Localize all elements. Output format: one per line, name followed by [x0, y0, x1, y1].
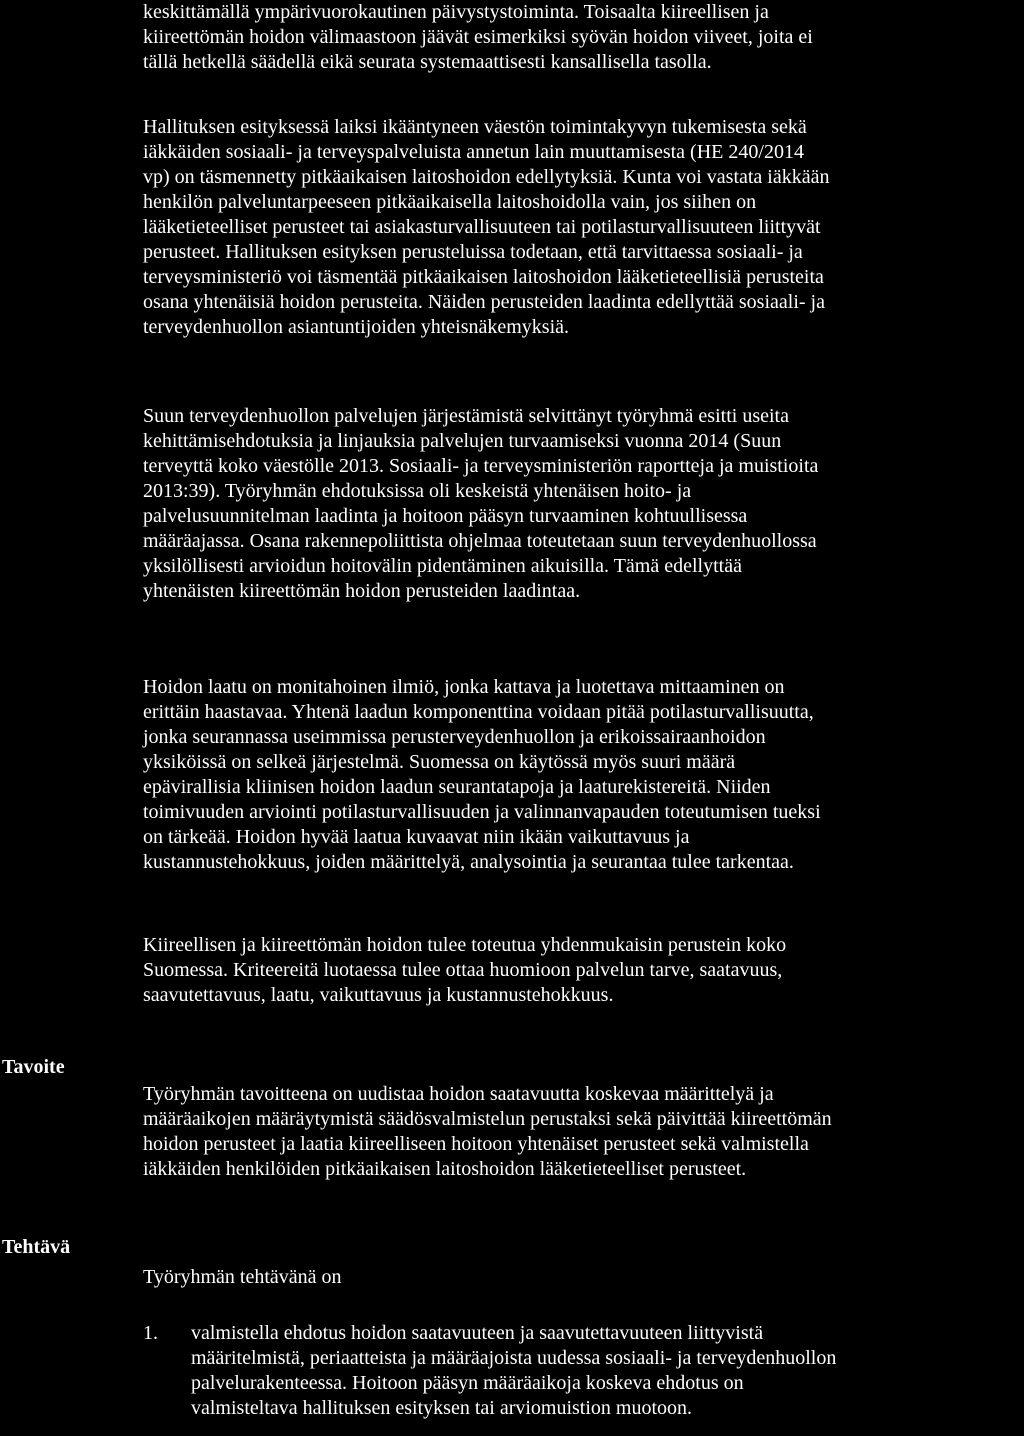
text-line: henkilön palveluntarpeeseen pitkäaikaisella laitoshoidolla vain, jos siihen on — [143, 191, 757, 213]
section-heading-tavoite: Tavoite — [2, 1056, 65, 1078]
text-line: Hoidon laatu on monitahoinen ilmiö, jonka kattava ja luotettava mittaaminen on — [143, 676, 785, 698]
text-line: Suun terveydenhuollon palvelujen järjestämistä selvittänyt työryhmä esitti useita — [143, 405, 789, 427]
text-line: Työryhmän tavoitteena on uudistaa hoidon saatavuutta koskevaa määrittelyä ja — [143, 1083, 774, 1105]
text-line: Suomessa. Kriteereitä luotaessa tulee ottaa huomioon palvelun tarve, saatavuus, — [143, 959, 783, 981]
paragraph-daytime-care — [143, 0, 1023, 75]
list-number: 1. — [143, 1322, 158, 1344]
text-line: toimivuuden arviointi potilasturvallisuuden ja valinnanvapauden toteutumisen tueksi — [143, 801, 821, 823]
text-line: palvelusuunnitelman laadinta ja hoitoon pääsyn turvaaminen kohtuullisessa — [143, 505, 748, 527]
text-line: määritelmistä, periaatteista ja määräajoista uudessa sosiaali- ja terveydenhuollon — [191, 1347, 837, 1369]
text-line: iäkkäiden henkilöiden pitkäaikaisen laitoshoidon lääketieteelliset perusteet. — [143, 1158, 747, 1180]
text-line: perusteet. Hallituksen esityksen perusteluissa todetaan, että tarvittaessa sosiaali- ja — [143, 241, 803, 263]
text-line: määräajassa. Osana rakennepoliittista ohjelmaa toteutetaan suun terveydenhuollossa — [143, 530, 817, 552]
text-line: vp) on täsmennetty pitkäaikaisen laitoshoidon edellytyksiä. Kunta voi vastata iäkkään — [143, 166, 830, 188]
text-line: palvelurakenteessa. Hoitoon pääsyn määräaikoja koskeva ehdotus on — [191, 1372, 744, 1394]
paragraph-uniform-criteria — [143, 933, 1023, 1008]
text-line: saavutettavuus, laatu, vaikuttavuus ja kustannustehokkuus. — [143, 984, 614, 1006]
paragraph-oral-health — [143, 404, 1023, 604]
text-line: epävirallisia kliinisen hoidon laadun seurantatapoja ja laaturekistereitä. Niiden — [143, 776, 771, 798]
text-line: valmisteltava hallituksen esityksen tai arviomuistion muotoon. — [191, 1397, 693, 1419]
text-line: valmistella ehdotus hoidon saatavuuteen ja saavutettavuuteen liittyvistä — [191, 1322, 764, 1344]
text-line: keskittämällä ympärivuorokautinen päivystystoiminta. Toisaalta kiireellisen ja — [143, 1, 769, 23]
text-line: kustannustehokkuus, joiden määrittelyä, analysointia ja seurantaa tulee tarkentaa. — [143, 851, 794, 873]
paragraph-care-quality — [143, 675, 1023, 875]
text-line: yhtenäisten kiireettömän hoidon perusteiden laadintaa. — [143, 580, 581, 602]
paragraph-tavoite — [143, 1082, 1023, 1182]
text-line: erittäin haastavaa. Yhtenä laadun komponenttina voidaan pitää potilasturvallisuutta, — [143, 701, 814, 723]
text-line: iäkkäiden sosiaali- ja terveyspalveluista annetun lain muuttamisesta (HE 240/2014 — [143, 141, 804, 163]
text-line: tällä hetkellä säädellä eikä seurata systemaattisesti kansallisella tasolla. — [143, 51, 712, 73]
text-line: Työryhmän tehtävänä on — [143, 1266, 342, 1288]
text-line: yksilöllisesti arvioidun hoitovälin pidentäminen aikuisilla. Tämä edellyttää — [143, 555, 742, 577]
text-line: kehittämisehdotuksia ja linjauksia palvelujen turvaamiseksi vuonna 2014 (Suun — [143, 430, 782, 452]
text-line: jonka seurannassa useimmissa perusterveydenhuollon ja erikoissairaanhoidon — [143, 726, 766, 748]
text-line: on tärkeää. Hoidon hyvää laatua kuvaavat niin ikään vaikuttavuus ja — [143, 826, 690, 848]
text-line: terveydenhuollon asiantuntijoiden yhteisnäkemyksiä. — [143, 316, 570, 338]
text-line: yksiköissä on selkeä järjestelmä. Suomessa on käytössä myös suuri määrä — [143, 751, 736, 773]
text-line: määräaikojen määräytymistä säädösvalmistelun perustaksi sekä päivittää kiireettömän — [143, 1108, 832, 1130]
section-heading-tehtava: Tehtävä — [2, 1236, 71, 1258]
text-line: 2013:39). Työryhmän ehdotuksissa oli keskeistä yhtenäisen hoito- ja — [143, 480, 692, 502]
text-line: Hallituksen esityksessä laiksi ikääntyneen väestön toimintakyvyn tukemisesta sekä — [143, 116, 807, 138]
text-line: Kiireellisen ja kiireettömän hoidon tulee toteutua yhdenmukaisin perustein koko — [143, 934, 787, 956]
text-line: lääketieteelliset perusteet tai asiakasturvallisuuteen tai potilasturvallisuuteen liittyvät — [143, 216, 821, 238]
list-item-text — [191, 1321, 836, 1421]
text-line: hoidon perusteet ja laatia kiireelliseen hoitoon yhtenäiset perusteet sekä valmistella — [143, 1133, 809, 1155]
text-line: terveyttä koko väestölle 2013. Sosiaali- ja terveysministeriön raportteja ja muistioita — [143, 455, 819, 477]
text-line: terveysministeriö voi täsmentää pitkäaikaisen laitoshoidon lääketieteellisiä perusteita — [143, 266, 824, 288]
text-line: kiireettömän hoidon välimaastoon jäävät esimerkiksi syövän hoidon viiveet, joita ei — [143, 26, 813, 48]
paragraph-government-proposal — [143, 115, 1023, 340]
text-line: osana yhtenäisiä hoidon perusteita. Näiden perusteiden laadinta edellyttää sosiaali- ja — [143, 291, 825, 313]
tehtava-intro — [143, 1265, 1023, 1290]
